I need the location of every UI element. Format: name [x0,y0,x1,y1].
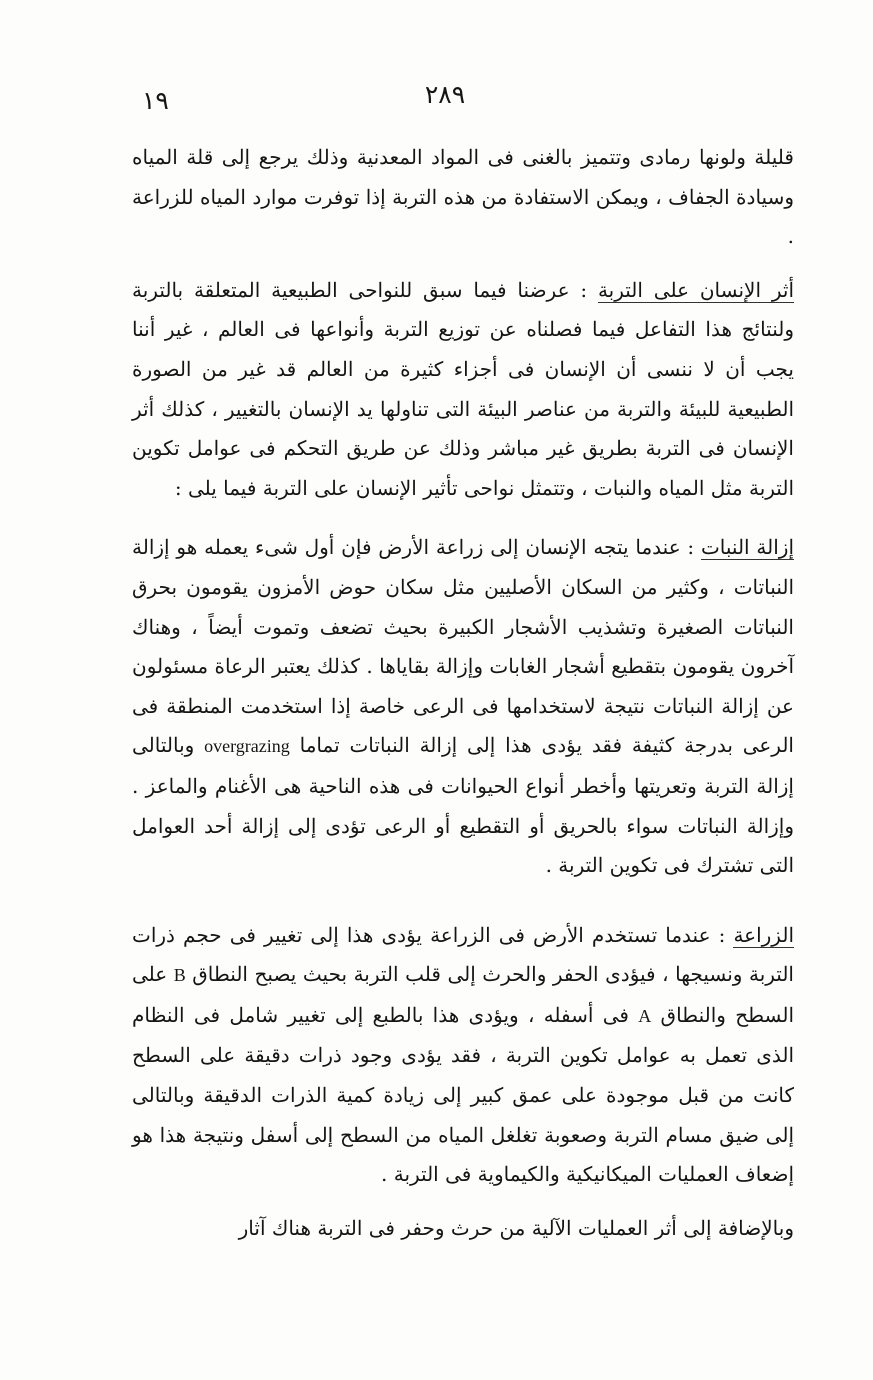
paragraph-human-effect [132,271,794,509]
page-number-left: ١٩ [142,86,169,115]
paragraph-intro: قليلة ولونها رمادى وتتميز بالغنى فى المواد المعدنية وذلك يرجع إلى قلة المياه وسيادة الجفاف ، ويمكن الاستفادة من هذه التربة إذا توفرت موارد المياه للزراعة . [132,145,794,249]
section-text-vegetation-removal-part2: وبالتالى إزالة التربة وتعريتها وأخطر أنواع الحيوانات فى هذه الناحية هى الأغنام والماعز . وإزالة النباتات سواء بالحريق أو التقطيع أو الرعى تؤدى إلى إزالة أحد العوامل التى تشترك فى تكوين التربة . [132,733,794,878]
body-text [132,138,794,1248]
section-text-vegetation-removal-part1: : عندما يتجه الإنسان إلى زراعة الأرض فإن أول شىء يعمله هو إزالة النباتات ، وكثير من السكان الأصليين مثل سكان حوض الأمزون يقومون بحرق النباتات الصغيرة وتشذيب الأشجار الكبيرة بحيث تضعف وتموت أيضاً ، وهناك آخرون يقومون بتقطيع أشجار الغابات وإزالة بقاياها . كذلك يعتبر الرعاة مسئولون عن إزالة النباتات نتيجة لاستخدامها فى الرعى خاصة إذا استخدمت المنطقة فى الرعى بدرجة كثيفة فقد يؤدى هذا إلى إزالة النباتات تماما [132,535,794,758]
section-text-agriculture-part3: فى أسفله ، ويؤدى هذا بالطبع إلى تغيير شامل فى النظام الذى تعمل به عوامل تكوين التربة ، فقد يؤدى وجود ذرات دقيقة على السطح كانت من قبل موجودة على عمق كبير إلى زيادة كمية الذرات الدقيقة وبالتالى إلى ضيق مسام التربة وصعوبة تغلغل المياه من السطح إلى أسفل ونتيجة هذا هو إضعاف العمليات الميكانيكية والكيماوية فى التربة . [132,1002,794,1187]
section-heading-agriculture: الزراعة [733,922,794,947]
horizon-b-label: B [173,965,186,986]
latin-term-overgrazing: overgrazing [204,736,290,757]
paragraph-agriculture [132,916,794,1195]
horizon-a-label: A [638,1005,652,1026]
section-text-human-effect: : عرضنا فيما سبق للنواحى الطبيعية المتعلقة بالتربة ولنتائج هذا التفاعل فيما فصلناه عن توزيع التربة وأنواعها فى العالم ، غير أننا يجب أن لا ننسى أن الإنسان فى أجزاء كثيرة من العالم قد غير من الصورة الطبيعية للبيئة والتربة من عناصر البيئة التى تناولها يد الإنسان بالتغيير ، كذلك أثر الإنسان فى التربة بطريق غير مباشر وذلك عن طريق التحكم فى عوامل تكوين التربة مثل المياه والنبات ، وتتمثل نواحى تأثير الإنسان على التربة فيما يلى : [132,277,795,500]
section-heading-human-effect: أثر الإنسان على التربة [597,277,794,302]
section-text-agriculture-part1: : عندما تستخدم الأرض فى الزراعة يؤدى هذا إلى تغيير فى حجم ذرات التربة ونسيجها ، فيؤدى الحفر والحرث إلى قلب التربة بحيث يصبح النطاق [132,922,794,987]
paragraph-mechanical: وبالإضافة إلى أثر العمليات الآلية من حرث وحفر فى التربة هناك آثار [238,1215,794,1240]
page-number-center: ٢٨٩ [424,80,466,109]
section-text-agriculture-part2: على السطح والنطاق [132,962,794,1027]
section-heading-vegetation-removal: إزالة النبات [700,535,794,560]
paragraph-vegetation-removal [132,528,794,885]
